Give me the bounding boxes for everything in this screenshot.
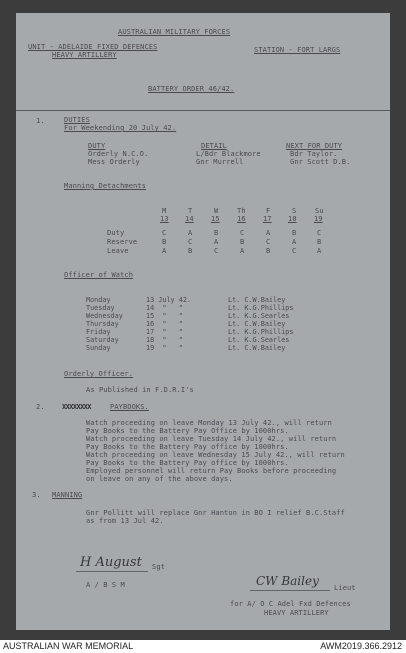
left-role: A / B S M [86,581,125,589]
section-3-number: 3. [32,491,41,499]
date-13: 13 [160,215,169,223]
ow-date: 17 " " [146,328,183,336]
ow-date: 18 " " [146,336,183,344]
duties-col-detail: DETAIL [201,142,227,150]
manning-cell: B [214,229,219,237]
right-rank: Lieut [334,584,356,592]
manning-cell: B [162,238,167,246]
date-15: 15 [211,215,220,223]
paybooks-line: Watch proceeding on leave Tuesday 14 July 42., will return [86,435,337,443]
doc-title: AUSTRALIAN MILITARY FORCES [118,28,231,36]
manning-cell: A [188,229,193,237]
manning-section-heading: MANNING [52,491,83,499]
ow-officer: Lt. K.G.Searles [228,312,290,320]
unit-line-1: UNIT - ADELAIDE FIXED DEFENCES [28,43,158,51]
date-17: 17 [263,215,272,223]
right-signature-line-1: for A/ O C Adel Fxd Defences [230,600,351,608]
manning-cell: A [240,247,245,255]
manning-cell: A [317,247,322,255]
date-18: 18 [288,215,297,223]
ow-date: 19 " " [146,344,183,352]
manning-cell: C [266,238,271,246]
document-page [16,13,390,630]
battery-order: BATTERY ORDER 46/42. [148,85,235,93]
day-w: W [214,207,219,215]
duties-col-next: NEXT FOR DUTY [286,142,343,150]
right-signature: CW Bailey [256,574,319,588]
day-th: Th [237,207,246,215]
ow-date: 15 " " [146,312,183,320]
footer-bar [0,640,406,653]
day-su: Su [315,207,324,215]
manning-row-label: Duty [107,229,125,237]
date-14: 14 [185,215,194,223]
header-rule [16,110,390,111]
day-f: F [266,207,271,215]
ow-date: 13 July 42. [146,296,192,304]
ow-officer: Lt. C.W.Bailey [228,296,286,304]
duties-heading: DUTIES [64,116,90,124]
section-1-number: 1. [36,117,45,125]
manning-cell: B [266,247,271,255]
duty-row-1: Orderly N.C.O. [88,150,149,158]
manning-cell: B [317,238,322,246]
duties-col-duty: DUTY [88,142,106,150]
manning-cell: A [292,238,297,246]
paybooks-line: Pay Books to the Battery Pay Office by 1000hrs. [86,427,289,435]
day-m: M [162,207,167,215]
next-row-1: Bdr Taylor. [290,150,338,158]
orderly-officer-text: As Published in F.D.R.I's [86,386,194,394]
manning-cell: A [266,229,271,237]
paybooks-line: Watch proceeding on leave Wednesday 15 July 42., will return [86,451,345,459]
left-signature-line [76,571,148,572]
manning-cell: A [214,238,219,246]
manning-line-2: as from 13 Jul 42. [86,517,164,525]
detail-row-2: Gnr Murrell [196,158,244,166]
day-s: S [292,207,297,215]
manning-cell: C [292,247,297,255]
ow-date: 16 " " [146,320,183,328]
manning-heading: Manning Detachments [64,182,146,190]
detail-row-1: L/Bdr Blackmore [196,150,261,158]
paybooks-heading: PAYBOOKS. [110,403,149,411]
date-16: 16 [237,215,246,223]
manning-cell: C [317,229,322,237]
ow-officer: Lt. K.G.Phillips [228,328,294,336]
manning-row-label: Leave [107,247,129,255]
ow-officer: Lt. K.G.Phillips [228,304,294,312]
manning-cell: B [292,229,297,237]
right-signature-line [250,590,330,591]
manning-cell: C [188,238,193,246]
manning-cell: C [162,229,167,237]
manning-row-label: Reserve [107,238,138,246]
paybooks-line: Pay Books to the Battery Pay office by 1000hrs. [86,459,289,467]
manning-cell: B [188,247,193,255]
footer-source: AUSTRALIAN WAR MEMORIAL [3,641,134,651]
orderly-officer-heading: Orderly Officer. [64,370,134,378]
ow-day: Thursday [86,320,119,328]
paybooks-line: Employed personnel will return Pay Books before proceeding [86,467,337,475]
section-2-number: 2. [36,403,45,411]
officer-watch-heading: Officer of Watch [64,271,134,279]
ow-day: Monday [86,296,111,304]
day-t: T [188,207,193,215]
ow-date: 14 " " [146,304,183,312]
paybooks-line: Pay Books to the Battery Pay office by 1000hrs. [86,443,289,451]
footer-accession: AWM2019.366.2912 [320,641,402,651]
right-signature-line-2: HEAVY ARTILLERY [264,609,329,617]
ow-officer: Lt. C.W.Bailey [228,320,286,328]
ow-day: Sunday [86,344,111,352]
duties-week: For Weekending 20 July 42. [64,124,177,132]
ow-day: Wednesday [86,312,123,320]
manning-cell: B [240,238,245,246]
duty-row-2: Mess Orderly [88,158,140,166]
ow-day: Tuesday [86,304,115,312]
manning-cell: C [214,247,219,255]
left-signature: H August [80,555,142,570]
left-rank: Sgt [152,563,165,571]
struck-text: XXXXXXXX [62,403,91,411]
ow-day: Saturday [86,336,119,344]
ow-day: Friday [86,328,111,336]
next-row-2: Gnr Scott D.B. [290,158,351,166]
manning-line-1: Gnr Pollitt will replace Gnr Hanton in BO I relief B.C.Staff [86,509,345,517]
ow-officer: Lt. C.W.Bailey [228,344,286,352]
ow-officer: Lt. K.G.Searles [228,336,290,344]
manning-cell: C [240,229,245,237]
station: STATION - FORT LARGS [254,46,341,54]
unit-line-2: HEAVY ARTILLERY [52,51,117,59]
paybooks-line: Watch proceeding on leave Monday 13 July 42., will return [86,419,332,427]
paybooks-line: on leave on any of the above days. [86,475,233,483]
manning-cell: A [162,247,167,255]
date-19: 19 [314,215,323,223]
